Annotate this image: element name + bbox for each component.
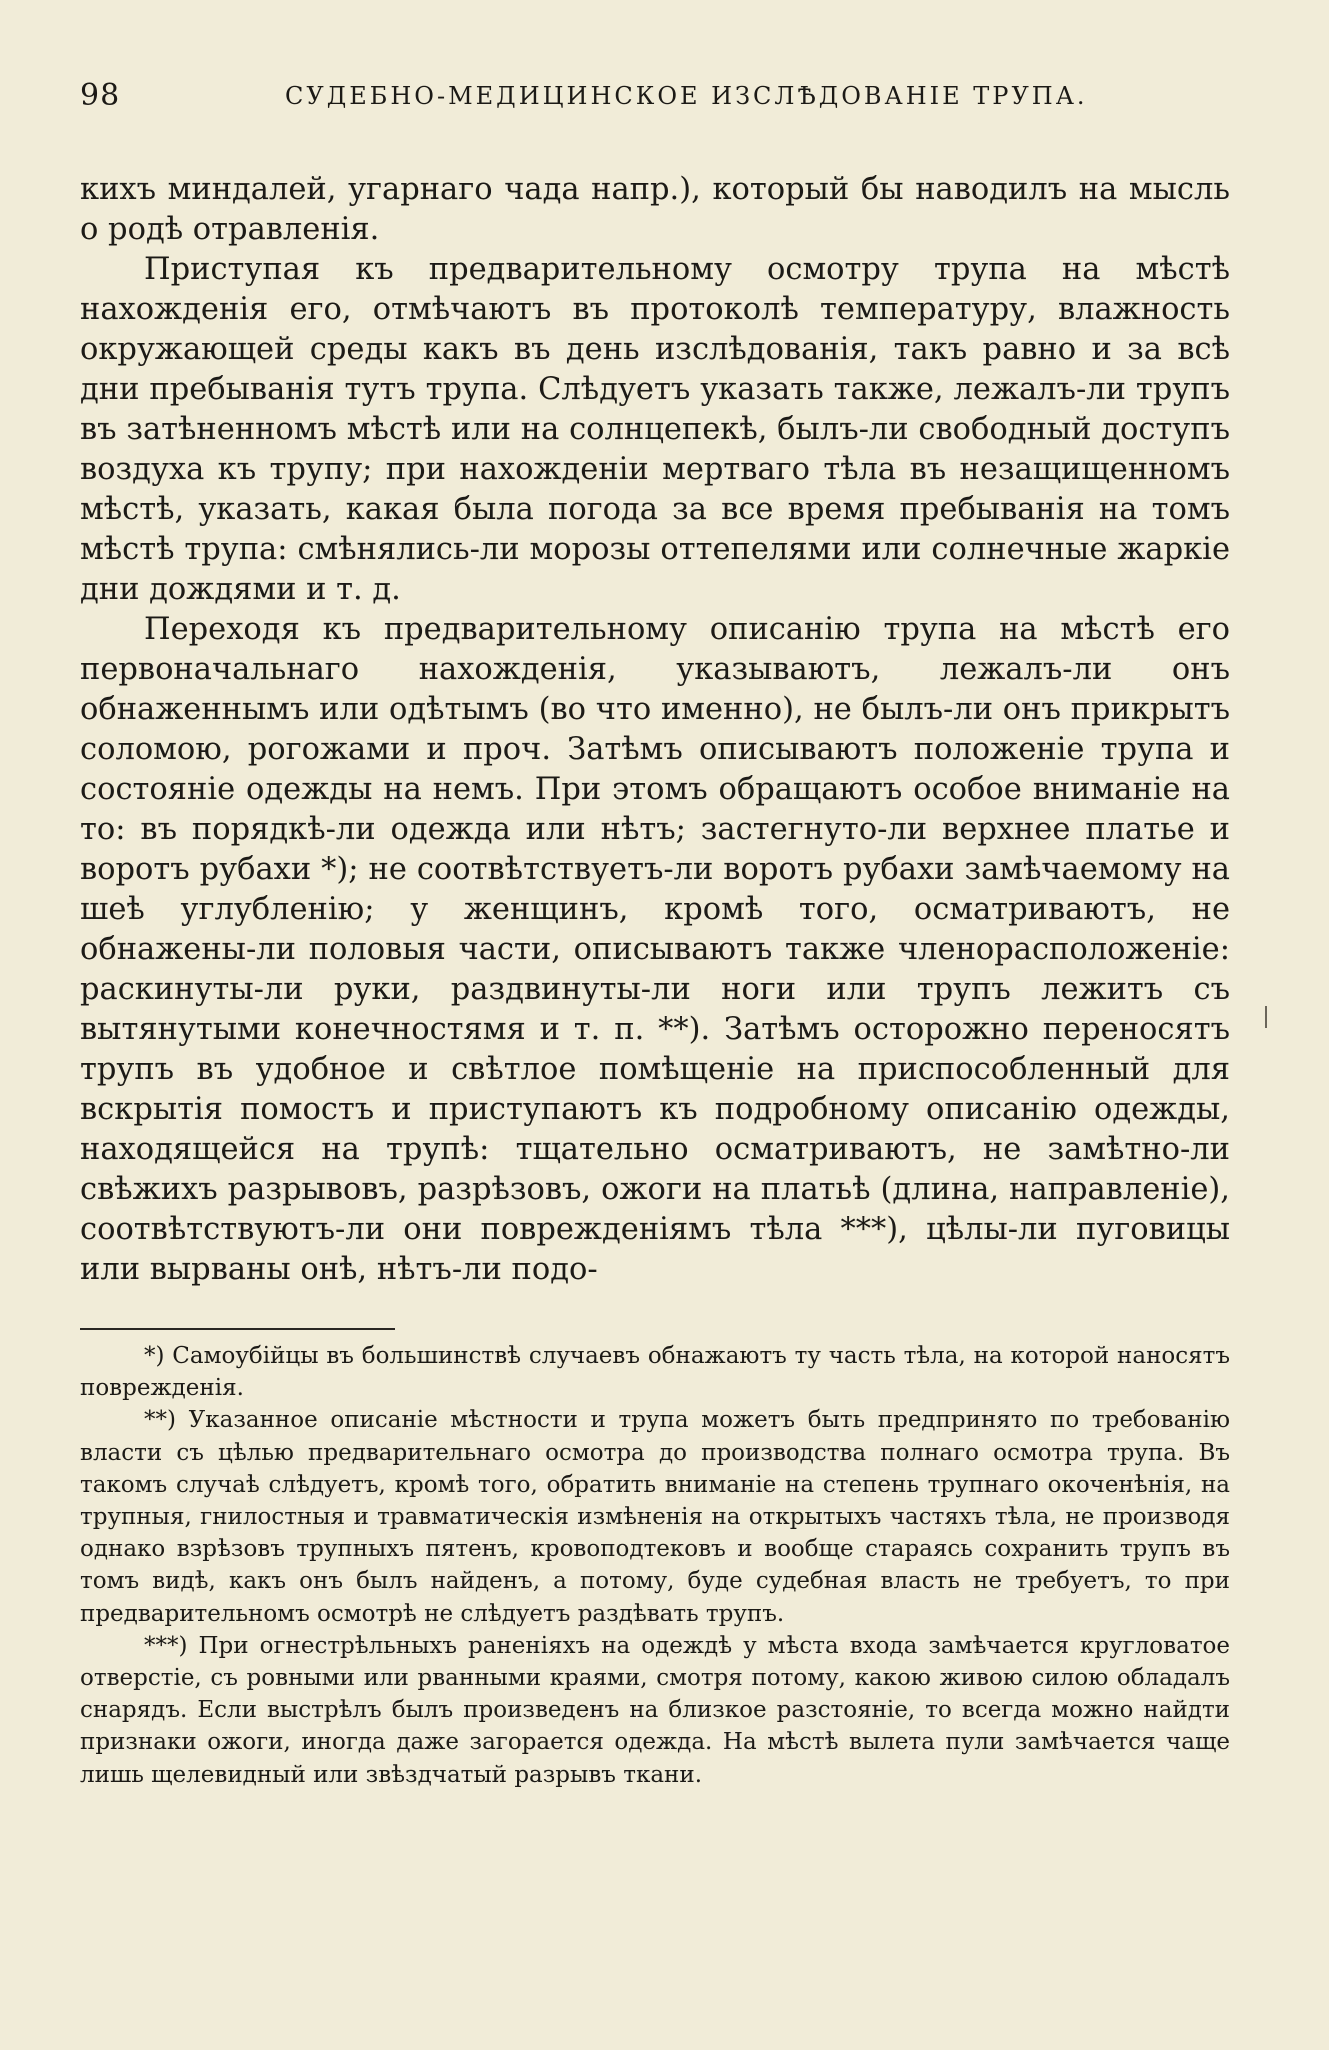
paragraph-preliminary-examination: Приступая къ предварительному осмотру трупа на мѣстѣ нахожденія его, отмѣчаютъ въ протоколѣ температуру, влажность окружающей среды какъ въ день изслѣдованія, такъ равно и за всѣ дни пребыванія тутъ трупа. Слѣдуетъ указать также, лежалъ-ли трупъ въ затѣненномъ мѣстѣ или на солнцепекѣ, былъ-ли свободный доступъ воздуха къ трупу; при нахожденіи мертваго тѣла въ незащищенномъ мѣстѣ, указать, какая была погода за все время пребыванія на томъ мѣстѣ трупа: смѣнялись-ли морозы оттепелями или солнечные жаркіе дни дождями и т. д.: [80, 252, 1230, 607]
footnote-2: **) Указанное описаніе мѣстности и трупа можетъ быть предпринято по требованію власти съ цѣлью предварительнаго осмотра до производства полнаго осмотра трупа. Въ такомъ случаѣ слѣдуетъ, кромѣ того, обратить вниманіе на степень трупнаго окоченѣнія, на трупныя, гнилостныя и травматическія измѣненія на открытыхъ частяхъ тѣла, не производя однако взрѣзовъ трупныхъ пятенъ, кровоподтековъ и вообще стараясь сохранить трупъ въ томъ видѣ, какъ онъ былъ найденъ, а потому, буде судебная власть не требуетъ, то при предварительномъ осмотрѣ не слѣдуетъ раздѣвать трупъ.: [80, 1407, 1230, 1627]
book-page: [80, 70, 1230, 2020]
running-head: [80, 70, 1230, 120]
paragraph-continuation: кихъ миндалей, угарнаго чада напр.), который бы наводилъ на мысль о родѣ отравленія.: [80, 172, 1230, 247]
footnote-divider: [80, 1328, 395, 1330]
footnote-3: ***) При огнестрѣльныхъ раненіяхъ на одеждѣ у мѣста входа замѣчается кругловатое отверстіе, съ ровными или рванными краями, смотря потому, какою живою силою обладалъ снарядъ. Если выстрѣлъ былъ произведенъ на близкое разстояніе, то всегда можно найдти признаки ожоги, иногда даже загорается одежда. На мѣстѣ вылета пули замѣчается чаще лишь щелевидный или звѣздчатый разрывъ ткани.: [80, 1632, 1230, 1788]
footnote-1: *) Самоубійцы въ большинствѣ случаевъ обнажаютъ ту часть тѣла, на которой наносятъ поврежденія.: [80, 1343, 1230, 1402]
margin-mark: [1265, 1006, 1267, 1028]
paragraph-clothing-description: Переходя къ предварительному описанію трупа на мѣстѣ его первоначальнаго нахожденія, указываютъ, лежалъ-ли онъ обнаженнымъ или одѣтымъ (во что именно), не былъ-ли онъ прикрытъ соломою, рогожами и проч. Затѣмъ описываютъ положеніе трупа и состояніе одежды на немъ. При этомъ обращаютъ особое вниманіе на то: въ порядкѣ-ли одежда или нѣтъ; застегнуто-ли верхнее платье и воротъ рубахи *); не соотвѣтствуетъ-ли воротъ рубахи замѣчаемому на шеѣ углубленію; у женщинъ, кромѣ того, осматриваютъ, не обнажены-ли половыя части, описываютъ также членорасположеніе: раскинуты-ли руки, раздвинуты-ли ноги или трупъ лежитъ съ вытянутыми конечностямя и т. п. **). Затѣмъ осторожно переносятъ трупъ въ удобное и свѣтлое помѣщеніе на приспособленный для вскрытія помостъ и приступаютъ къ подробному описанію одежды, находящейся на трупѣ: тщательно осматриваютъ, не замѣтно-ли свѣжихъ разрывовъ, разрѣзовъ, ожоги на платьѣ (длина, направленіе), соотвѣтствуютъ-ли они поврежденіямъ тѣла ***), цѣлы-ли пуговицы или вырваны онѣ, нѣтъ-ли подо-: [80, 612, 1230, 1287]
running-title: СУДЕБНО-МЕДИЦИНСКОЕ ИЗСЛѢДОВАНІЕ ТРУПА.: [285, 82, 1088, 110]
main-text: [80, 170, 1230, 1290]
page-number: 98: [80, 78, 121, 113]
footnotes: [80, 1340, 1230, 1791]
